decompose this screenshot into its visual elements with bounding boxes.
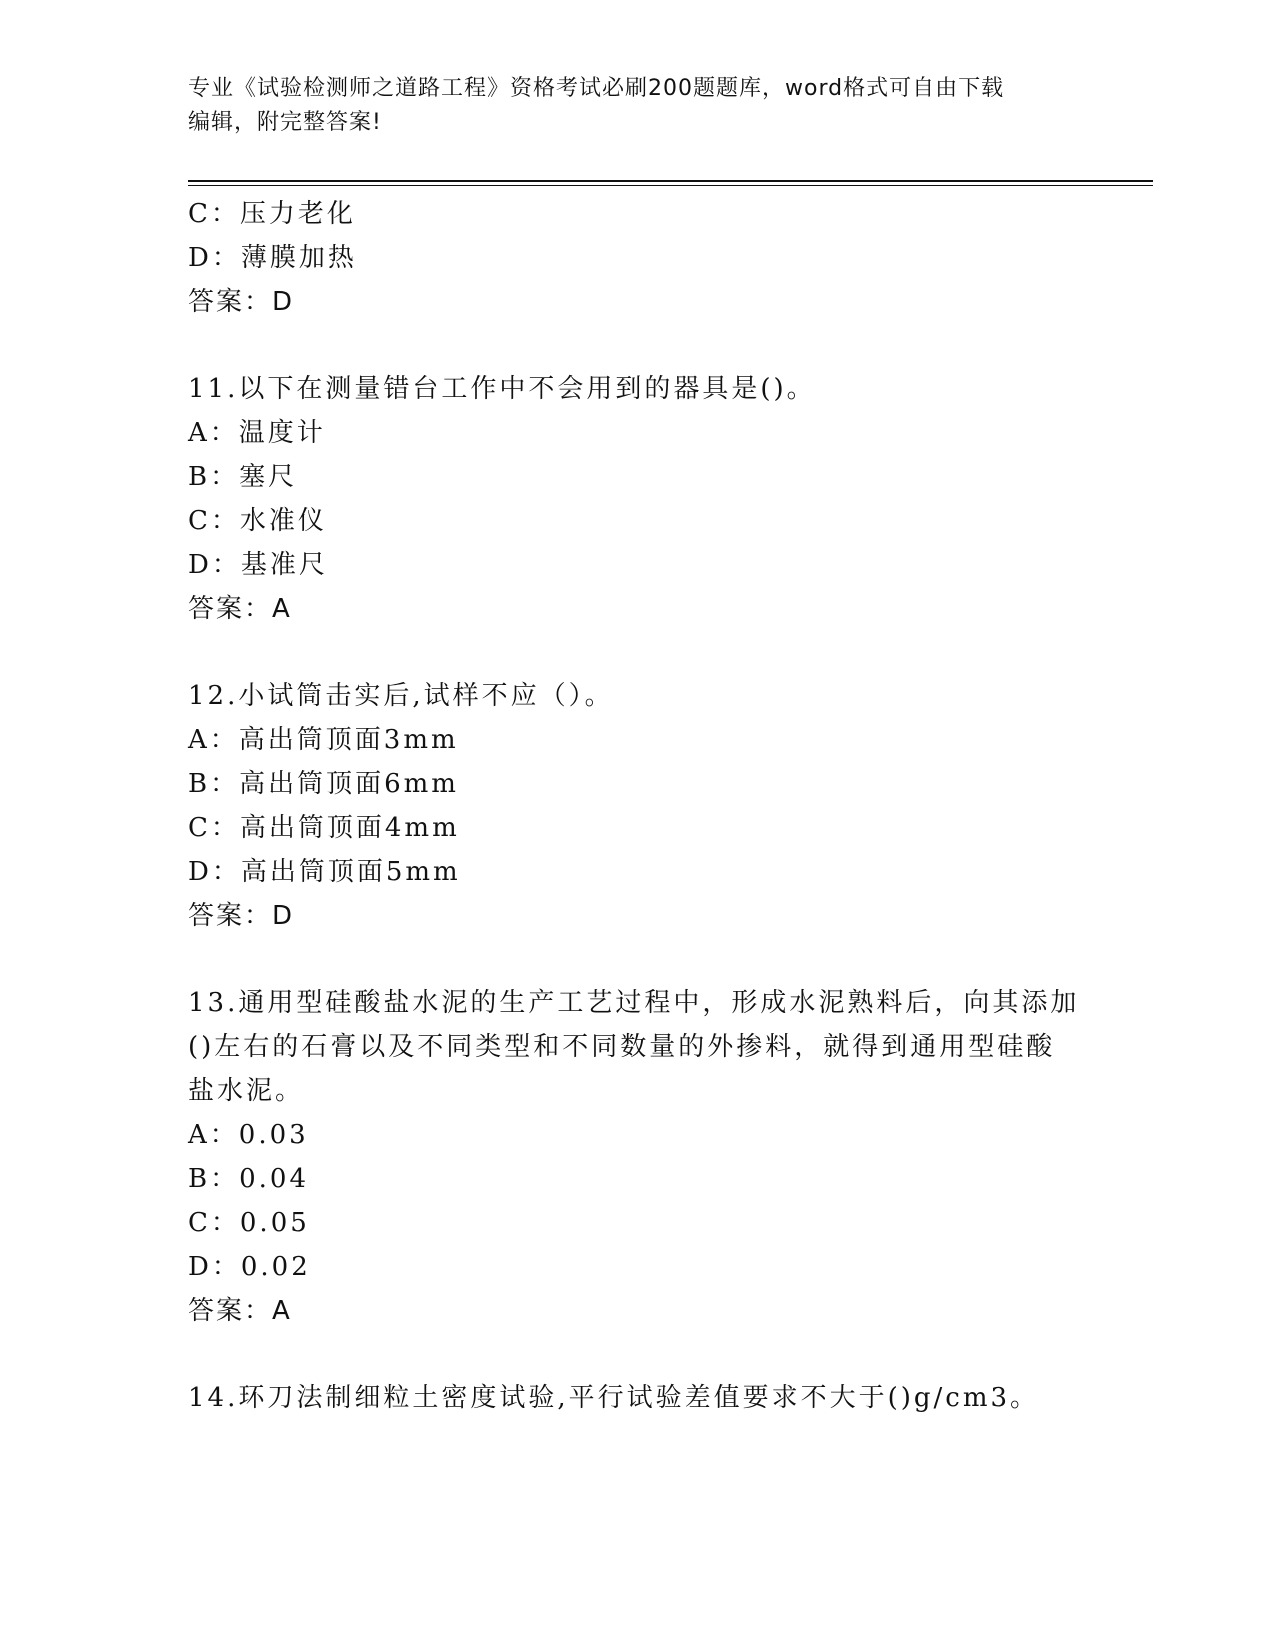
q11-option-a: A：温度计 (188, 418, 326, 448)
q13-question-line-1: 13.通用型硅酸盐水泥的生产工艺过程中，形成水泥熟料后，向其添加 (188, 988, 1080, 1018)
q13-question-line-2: ()左右的石膏以及不同类型和不同数量的外掺料，就得到通用型硅酸 (188, 1032, 1056, 1062)
q12-option-d: D：高出筒顶面5mm (188, 857, 461, 887)
q11-option-b: B：塞尺 (188, 462, 298, 492)
q12-option-a: A：高出筒顶面3mm (188, 725, 459, 755)
header-title-line-1: 专业《试验检测师之道路工程》资格考试必刷200题题库，word格式可自由下载 (188, 76, 1005, 101)
q12-option-b: B：高出筒顶面6mm (188, 769, 459, 799)
header-divider-thin (188, 185, 1153, 186)
q10-answer: 答案：D (188, 287, 295, 317)
q13-option-a: A：0.03 (188, 1120, 309, 1150)
q11-option-d: D：基准尺 (188, 550, 328, 580)
q13-question-line-3: 盐水泥。 (188, 1076, 305, 1106)
q10-option-c: C：压力老化 (188, 199, 356, 229)
q13-option-c: C：0.05 (188, 1208, 310, 1238)
q13-option-d: D：0.02 (188, 1252, 311, 1282)
header-title-line-2: 编辑，附完整答案! (188, 110, 382, 135)
q10-option-d: D：薄膜加热 (188, 243, 357, 273)
q12-option-c: C：高出筒顶面4mm (188, 813, 460, 843)
q14-question: 14.环刀法制细粒土密度试验,平行试验差值要求不大于()g/cm3。 (188, 1383, 1040, 1413)
q12-answer: 答案：D (188, 901, 295, 931)
q13-option-b: B：0.04 (188, 1164, 309, 1194)
q11-answer: 答案：A (188, 594, 292, 624)
q12-question: 12.小试筒击实后,试样不应（）。 (188, 681, 614, 711)
q13-answer: 答案：A (188, 1296, 292, 1326)
q11-option-c: C：水准仪 (188, 506, 327, 536)
q11-question: 11.以下在测量错台工作中不会用到的器具是()。 (188, 374, 816, 404)
header-divider-thick (188, 180, 1153, 182)
document-header (188, 72, 1068, 140)
